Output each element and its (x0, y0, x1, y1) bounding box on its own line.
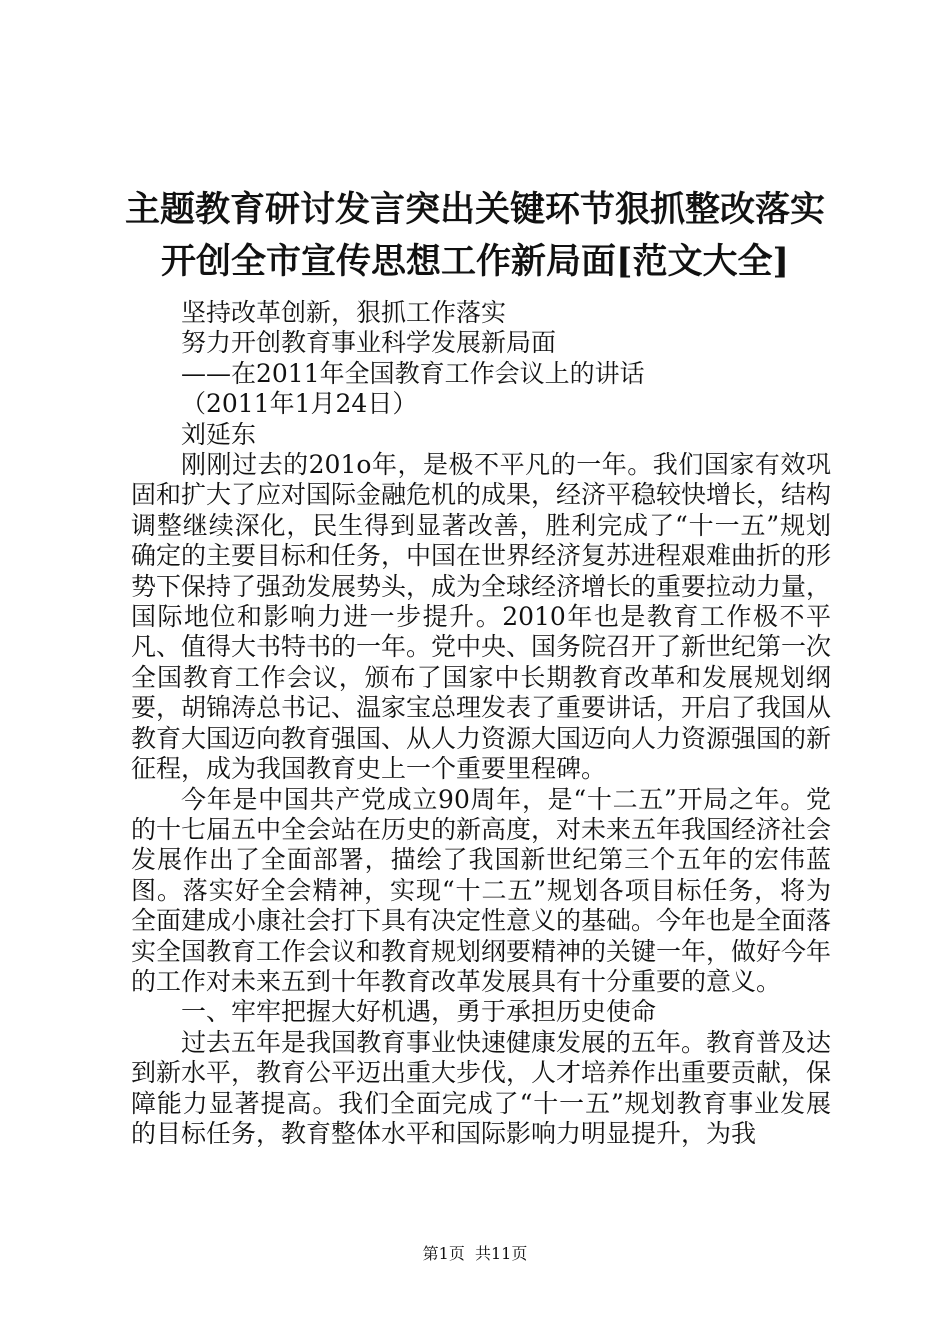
speaker-name: 刘延东 (181, 419, 257, 449)
document-title-line-1: 主题教育研讨发言突出关键环节狠抓整改落实 (124, 189, 825, 230)
speech-subtitle: ——在2011年全国教育工作会议上的讲话 (181, 358, 645, 388)
section-heading: 一、牢牢把握大好机遇，勇于承担历史使命 (181, 997, 657, 1027)
document-body (131, 298, 831, 1149)
speech-date: （2011年1月24日） (181, 389, 418, 419)
heading-line-1: 坚持改革创新，狠抓工作落实 (181, 298, 507, 327)
document-title-line-2: 开创全市宣传思想工作新局面[范文大全] (160, 241, 790, 282)
heading-line-2: 努力开创教育事业科学发展新局面 (181, 328, 557, 358)
paragraph: 刚刚过去的201o年，是极不平凡的一年。我们国家有效巩固和扩大了应对国际金融危机的成果，经济平稳较快增长，结构调整继续深化，民生得到显著改善，胜利完成了“十一五”规划确定的主要目标和任务，中国在世界经济复苏进程艰难曲折的形势下保持了强劲发展势头，成为全球经济增长的重要拉动力量，国际地位和影响力进一步提升。2010年也是教育工作极不平凡、值得大书特书的一年。党中央、国务院召开了新世纪第一次全国教育工作会议，颁布了国家中长期教育改革和发展规划纲要，胡锦涛总书记、温家宝总理发表了重要讲话，开启了我国从教育大国迈向教育强国、从人力资源大国迈向人力资源强国的新征程，成为我国教育史上一个重要里程碑。 (131, 450, 832, 784)
paragraph: 过去五年是我国教育事业快速健康发展的五年。教育普及达到新水平，教育公平迈出重大步伐，人才培养作出重要贡献，保障能力显著提高。我们全面完成了“十一五”规划教育事业发展的目标任务，教育整体水平和国际影响力明显提升，为我 (131, 1027, 832, 1148)
paragraph: 今年是中国共产党成立90周年，是“十二五”开局之年。党的十七届五中全会站在历史的新高度，对未来五年我国经济社会发展作出了全面部署，描绘了我国新世纪第三个五年的宏伟蓝图。落实好全会精神，实现“十二五”规划各项目标任务，将为全面建成小康社会打下具有决定性意义的基础。今年也是全面落实全国教育工作会议和教育规划纲要精神的关键一年，做好今年的工作对未来五到十年教育改革发展具有十分重要的意义。 (131, 784, 832, 996)
page-footer: 第1页 共11页 (422, 1244, 528, 1263)
